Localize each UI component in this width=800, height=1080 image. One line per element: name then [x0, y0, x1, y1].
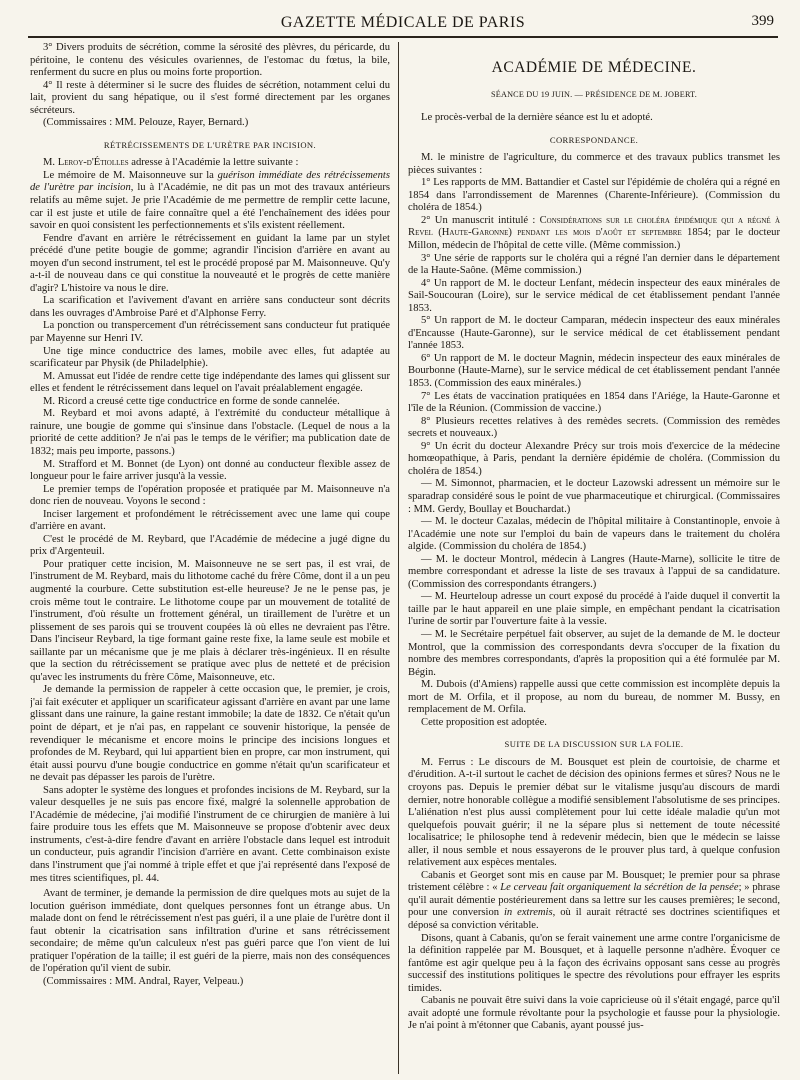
paragraph: Disons, quant à Cabanis, qu'on se ferait vainement une arme contre l'organicisme de la définition rappelée par M. Bousquet, et à laquelle personne n'adhère. Évoquer ce fantôme est agir quelque peu à la façon des écrivains opposant sans cesse au progrès successif des institutions politiques le spectre des révolutions pour effrayer les esprits timides.: [408, 932, 780, 994]
paragraph: — M. le docteur Montrol, médecin à Langres (Haute-Marne), sollicite le titre de membre correspondant et adresse la liste de ses travaux à l'appui de sa candidature. (Commission des correspondants étrangers.): [408, 553, 780, 590]
paragraph: La ponction ou transpercement d'un rétrécissement sans conducteur fut pratiquée par Mayenne sur Henri IV.: [30, 320, 390, 345]
paragraph: 9° Un écrit du docteur Alexandre Précy sur trois mois d'exercice de la médecine homœopathique, à Paris, pendant la dernière épidémie de choléra. (Commission du choléra de 1854.): [408, 440, 780, 477]
paragraph: [408, 870, 780, 933]
emphasis-text: in extremis: [503, 907, 553, 919]
paragraph: 7° Les états de vaccination pratiquées en 1854 dans l'Ariége, la Haute-Garonne et l'île de la Réunion. (Commission de vaccine.): [408, 390, 780, 415]
page-header: [28, 6, 778, 38]
column-divider: [398, 42, 399, 1074]
paragraph: [408, 215, 780, 253]
paragraph: 1° Les rapports de MM. Battandier et Castel sur l'épidémie de choléra qui a régné en 1854 dans l'arrondissement de Marennes (Charente-Inférieure). (Commission du choléra de 1854.): [408, 177, 780, 214]
paragraph: Inciser largement et profondément le rétrécissement avec une lame qui coupe d'arrière en avant.: [30, 508, 390, 533]
paragraph: — M. le Secrétaire perpétuel fait observer, au sujet de la demande de M. le docteur Montrol, que la commission des correspondants devra s'occuper de la fixation du nombre des membres correspondants, d'après la proposition qui a été formulée par M. Bégin.: [408, 628, 780, 678]
paragraph: Sans adopter le système des longues et profondes incisions de M. Reybard, sur la valeur desquelles je ne suis pas encore fixé, malgré la solennelle approbation de l'Académie de médecine, j'ai modifié l'instrument de ce chirurgien de manière à lui faire produire tous les effets que M. Maisonneuve se propose d'obtenir avec deux instruments, c'est-à-dire fendre d'avant en arrière l'obstacle dans lequel est introduit un conducteur, puis agrandir l'incision d'arrière en avant. Cette combinaison existe dans l'instrument que j'ai nommé à triple effet et que j'ai représenté dans l'exposé de mes titres scientifiques, pl. 44.: [30, 784, 390, 884]
paragraph: [30, 170, 390, 233]
paragraph-text: Cabanis et Georget sont mis en cause par M. Bousquet; le premier pour sa phrase tristement célèbre : «: [408, 869, 780, 894]
paragraph-text: 1854; par le docteur Millon, médecin de l'hôpital de cette ville. (Même commission.): [408, 227, 780, 252]
paragraph: Une tige mince conductrice des lames, mobile avec elles, fut adaptée au scarificateur par Physik (de Philadelphie).: [30, 345, 390, 370]
section-heading: CORRESPONDANCE.: [549, 134, 639, 145]
section-heading: RÉTRÉCISSEMENTS DE L'URÈTRE PAR INCISION.: [103, 139, 317, 150]
paragraph: 3° Divers produits de sécrétion, comme la sérosité des plèvres, du péricarde, du péritoine, le contenu des vésicules ovariennes, de l'estomac du fœtus, la bile, renferment du sucre en plus ou moins forte proportion.: [30, 42, 390, 79]
journal-title: GAZETTE MÉDICALE DE PARIS: [280, 14, 526, 31]
paragraph: C'est le procédé de M. Reybard, que l'Académie de médecine a jugé digne du prix d'Argenteuil.: [30, 533, 390, 558]
paragraph-text: ; » phrase qu'il aurait démentie postérieurement dans sa lettre sur les causes premières; le second, pour une conversion: [408, 882, 780, 919]
paragraph-text: adresse à l'Académie la lettre suivante :: [128, 157, 299, 169]
paragraph: (Commissaires : MM. Andral, Rayer, Velpeau.): [43, 975, 244, 987]
session-line: SÉANCE DU 19 JUIN. — PRÉSIDENCE DE M. JOBERT.: [491, 89, 697, 99]
academy-title: ACADÉMIE DE MÉDECINE.: [491, 59, 697, 76]
paragraph: 8° Plusieurs recettes relatives à des remèdes secrets. (Commission des remèdes secrets et nouveaux.): [408, 415, 780, 440]
left-column: [30, 42, 390, 1080]
paragraph-text: , lu à l'Académie, ne dit pas un mot des travaux antérieurs relatifs au même sujet. Je prie l'Académie de me permettre de remplir cette lacune, car il est juste et utile de faire connaître quel a été l'enchaînement des idées pour savoir en quoi consistent les perfectionnements et s'ils existent réellement.: [30, 182, 390, 232]
section-heading: SUITE DE LA DISCUSSION SUR LA FOLIE.: [504, 739, 684, 750]
paragraph: 3° Une série de rapports sur le choléra qui a régné l'an dernier dans le département de la Haute-Saône. (Même commission.): [408, 252, 780, 277]
paragraph: 4° Il reste à déterminer si le sucre des fluides de sécrétion, notamment celui du lait, provient du sang hépatique, ou il s'est formé directement par les organes sécréteurs.: [30, 79, 390, 116]
paragraph: Fendre d'avant en arrière le rétrécissement en guidant la lame par un stylet précédé d'une petite bougie de gomme; agrandir l'incision d'arrière en avant au moyen d'un second instrument, tel est le procédé proposé par M. Maisonneuve. Qu'y a-t-il de nouveau dans ce qui constitue la nouveauté et le progrès de cette manière d'agir? L'histoire va nous le dire.: [30, 232, 390, 294]
paragraph-text: 2° Un manuscrit intitulé :: [421, 214, 540, 226]
paragraph: Cette proposition est adoptée.: [421, 716, 547, 728]
paragraph: — M. Simonnot, pharmacien, et le docteur Lazowski adressent un mémoire sur le sparadrap considéré sous le point de vue pharmaceutique et chirurgical. (Commissaires : MM. Gerdy, Boullay et Bouchardat.): [408, 478, 780, 515]
paragraph: [30, 157, 390, 170]
paragraph: Le procès-verbal de la dernière séance est lu et adopté.: [421, 112, 653, 124]
paragraph: Avant de terminer, je demande la permission de dire quelques mots au sujet de la locution guérison immédiate, dont quelques personnes font un étrange abus. Un malade dont on fend le rétrécissement n'est pas guéri, il a une plaie de l'urètre dont il faut obtenir la cicatrisation sans infiltration d'urine et sans rétrécissement secondaire; de même qu'un calculeux n'est pas guéri parce que l'on vient de lui pratiquer l'opération de la taille; il est guéri de la pierre, mais non des conséquences de l'opération qu'il vient de subir.: [30, 888, 390, 975]
paragraph-text: , où il aurait rétracté ses doctrines scientifiques et déposé sa conviction véritable.: [408, 907, 780, 931]
paragraph: — M. Heurteloup adresse un court exposé du procédé à l'aide duquel il convertit la taille par le haut appareil en une plaie simple, en empêchant pendant la cicatrisation l'urine de sortir par l'ouverture faite à la vessie.: [408, 591, 780, 628]
paragraph: M. le ministre de l'agriculture, du commerce et des travaux publics transmet les pièces suivantes :: [408, 152, 780, 176]
paragraph-text: Le mémoire de M. Maisonneuve sur la: [43, 169, 218, 181]
paragraph: Je demande la permission de rappeler à cette occasion que, le premier, je crois, j'ai fait exécuter et appliquer un scarificateur agissant d'arrière en avant par une lame glissant dans une rainure, la gaine restant immobile; la date de 1832. Ce n'était qu'un point de départ, et je n'ai pas, en rappelant ce souvenir historique, la pensée de revendiquer le mécanisme et encore moins le principe des incisions longues et profondes de M. Reybard, qui lui appartient bien en propre, car mon instrument, qui était aussi pourvu d'une bougie conductrice en gomme n'était qu'un scarificateur et ne devait pas dépasser les parois de l'urètre.: [30, 684, 390, 784]
paragraph: La scarification et l'avivement d'avant en arrière sans conducteur sont décrits dans les ouvrages d'Ambroise Paré et d'Alphonse Ferry.: [30, 295, 390, 319]
paragraph: 6° Un rapport de M. le docteur Magnin, médecin inspecteur des eaux minérales de Bourbonne (Haute-Marne), sur le service médical de cet établissement pendant l'année 1853. (Commission des eaux minérales.): [408, 352, 780, 390]
emphasis-text: Le cerveau fait organiquement la sécrétion de la pensée: [500, 882, 739, 894]
manuscript-title: Considérations sur le choléra épidémique qui a régné à Revel (Haute-Garonne) pendant les mois d'août et septembre: [408, 214, 780, 239]
paragraph: Le premier temps de l'opération proposée et pratiquée par M. Maisonneuve n'a donc rien de nouveau. Voyons le second :: [30, 483, 390, 508]
page-number: 399: [751, 13, 774, 29]
emphasis-text: guérison immédiate des rétrécissements de l'urètre par incision: [30, 169, 390, 194]
right-column: [408, 42, 780, 1080]
paragraph: M. Amussat eut l'idée de rendre cette tige indépendante des lames qui glissent sur elles et fendent le rétrécissement dans lequel on l'avait préalablement engagée.: [30, 370, 390, 395]
paragraph: — M. le docteur Cazalas, médecin de l'hôpital militaire à Constantinople, envoie à l'Académie une note sur l'emploi du bain de vapeurs dans le traitement du choléra algide. (Commission du choléra de 1854.): [408, 516, 780, 553]
paragraph: 4° Un rapport de M. le docteur Lenfant, médecin inspecteur des eaux minérales de Sail-Soucouran (Loire), sur le service médical de cet établissement pendant l'année 1853.: [408, 277, 780, 314]
paragraph: M. Ferrus : Le discours de M. Bousquet est plein de courtoisie, de charme et d'érudition. A-t-il surtout le cachet de décision des opinions fermes et sûres? Nous ne le croyons pas. Depuis le premier débat sur le vitalisme jusqu'au discours de mardi dernier, notre honorable collègue a modifié sensiblement l'absolutisme de ses principes. L'aliénation n'est plus aussi complètement pour lui cette idéale maladie qu'un mot quelquefois pouvait guérir; il ne la sépare plus si nettement de toute nécessité localisatrice; le philosophe tend à redevenir médecin, bien que le médecin se laisse aller, il nous semble et nous essayerons de le prouver plus tard, à quelque confusion relativement aux espèces mentales.: [408, 756, 780, 869]
paragraph: M. Ricord a creusé cette tige conductrice en forme de sonde cannelée.: [43, 395, 340, 407]
paragraph: M. Dubois (d'Amiens) rappelle aussi que cette commission est incomplète depuis la mort de M. Orfila, et il propose, au nom du bureau, de nommer M. Bussy, en remplacement de M. Orfila.: [408, 679, 780, 716]
author-name: M. Leroy-d'Étiolles: [43, 157, 129, 169]
paragraph: 5° Un rapport de M. le docteur Camparan, médecin inspecteur des eaux minérales d'Encausse (Haute-Garonne), sur le service médical de cet établissement pendant l'année 1853.: [408, 315, 780, 352]
paragraph: M. Strafford et M. Bonnet (de Lyon) ont donné au conducteur flexible assez de longueur pour le faire arriver jusqu'à la vessie.: [30, 458, 390, 483]
paragraph: M. Reybard et moi avons adapté, à l'extrémité du conducteur métallique à rainure, une bougie de gomme qui s'insinue dans l'obstacle. (Lequel de nous a la priorité de cette addition? Je n'ai pas le temps de le vérifier; ma publication date de 1832; mais peu importe, passons.): [30, 408, 390, 457]
paragraph: (Commissaires : MM. Pelouze, Rayer, Bernard.): [43, 117, 249, 129]
paragraph: Cabanis ne pouvait être suivi dans la voie capricieuse où il s'était engagé, parce qu'il avait adopté une formule révoltante pour la psychologie et fausse pour la physiologie. Je n'ai point à m'étonner que Cabanis, ayant poussé jus-: [408, 995, 780, 1032]
paragraph: Pour pratiquer cette incision, M. Maisonneuve ne se sert pas, il est vrai, de l'instrument de M. Reybard, mais du lithotome caché du frère Côme, dont il a un peu augmenté la courbure. Cette substitution est-elle heureuse? Je ne le pense pas, je crois même tout le contraire. Le lithotome coupe par un mouvement de totalité de l'instrument, d'où résulte un frottement général, un tiraillement de l'urètre et un plissement de ses parois qui se trouvent coupées là où elles ne devraient pas l'être. Dans l'inciseur Reybard, la tige formant gaine reste fixe, la lame seule est mobile et saillante par un mécanisme que je me plais à déclarer très-ingénieux. Il en résulte que la section du rétrécissement se pratique avec plus de netteté et de précision qu'avec les instruments du frère Côme, Maisonneuve, etc.: [30, 558, 390, 683]
